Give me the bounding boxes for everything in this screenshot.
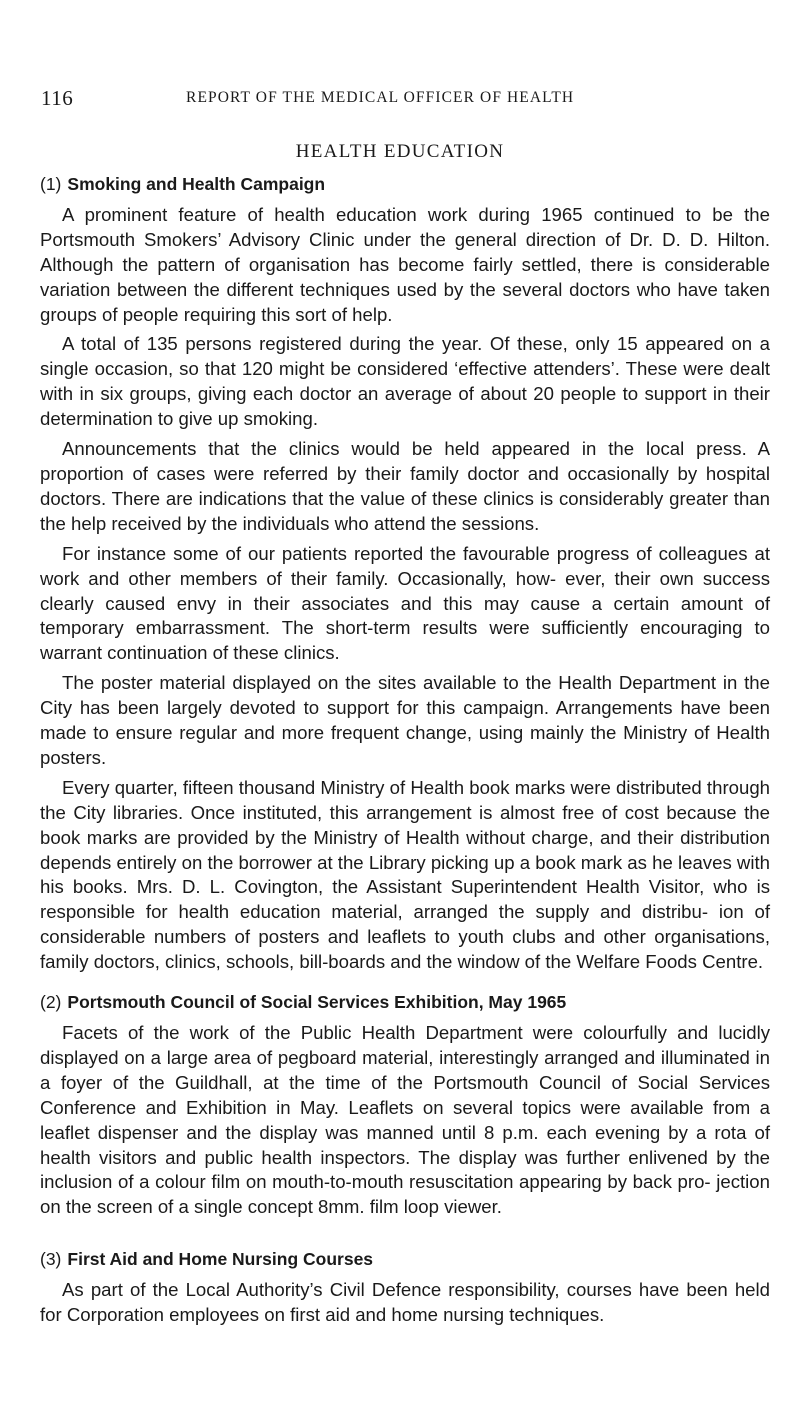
paragraph: The poster material displayed on the sites available to the Health Department in the City has been largely devoted to support for this campaign. Arrangements have been made to ensure regular and more frequent change, using mainly the Ministry of Health posters. <box>40 672 770 768</box>
spacer <box>40 980 770 990</box>
page-number: 116 <box>41 86 74 110</box>
paragraph: A total of 135 persons registered during the year. Of these, only 15 appeared on a single occasion, so that 120 might be considered ‘effective attenders’. These were dealt with in six groups, giving each doctor an average of about 20 people to support in their determination to give up smoking. <box>40 333 770 430</box>
subheading-number: (2) <box>40 992 62 1013</box>
subheading-number: (3) <box>40 1249 62 1270</box>
subheading-title: Smoking and Health Campaign <box>67 174 326 194</box>
section-heading: HEALTH EDUCATION <box>295 140 505 162</box>
subheading-number: (1) <box>40 174 62 194</box>
paragraph: For instance some of our patients reported the favourable progress of colleagues at work and other members of their family. Occasionally, how- ever, their own success clearly caused envy in their associates and this may cause a certain amount of temporary embarrassment. The short-term results were sufficiently encouraging to warrant continuation of these clinics. <box>40 542 770 664</box>
body-text <box>40 172 770 1333</box>
running-title: REPORT OF THE MEDICAL OFFICER OF HEALTH <box>186 89 575 106</box>
subheading-first-aid <box>40 1247 770 1272</box>
spacer <box>40 1225 770 1247</box>
paragraph: As part of the Local Authority’s Civil Defence responsibility, courses have been held for Corporation employees on first aid and home nursing techniques. <box>40 1279 770 1326</box>
paragraph: Facets of the work of the Public Health Department were colourfully and lucidly displayed on a large area of pegboard material, interestingly arranged and illuminated in a foyer of the Guildhall, at the time of the Portsmouth Council of Social Services Conference and Exhibition in May. Leaflets on several topics were available from a leaflet dispenser and the display was manned until 8 p.m. each evening by a rota of health visitors and public health inspectors. The display was further enlivened by the inclusion of a colour film on mouth-to-mouth resuscitation appearing by back pro- jection on the screen of a single concept 8mm. film loop viewer. <box>40 1022 770 1218</box>
paragraph: A prominent feature of health education work during 1965 continued to be the Portsmouth Smokers’ Advisory Clinic under the general direction of Dr. D. D. Hilton. Although the pattern of organisation has become fairly settled, there is considerable variation between the different techniques used by the several doctors who have taken groups of people requiring this sort of help. <box>40 203 770 325</box>
paragraph: Every quarter, fifteen thousand Ministry of Health book marks were distributed through the City libraries. Once instituted, this arrangement is almost free of cost because the book marks are provided by the Ministry of Health without charge, and their distribution depends entirely on the borrower at the Library picking up a book mark as he leaves with his books. Mrs. D. L. Covington, the Assistant Superintendent Health Visitor, who is responsible for health education material, arranged the supply and distribu- ion of considerable numbers of posters and leaflets to youth clubs and other organisations, family doctors, clinics, schools, bill-boards and the window of the Welfare Foods Centre. <box>40 776 770 973</box>
subheading-title: Portsmouth Council of Social Services Exhibition, May 1965 <box>67 992 567 1013</box>
paragraph: Announcements that the clinics would be held appeared in the local press. A proportion of cases were referred by their family doctor and occasionally by hospital doctors. There are indications that the value of these clinics is considerably greater than the help received by the individuals who attend the sessions. <box>40 438 770 534</box>
subheading-title: First Aid and Home Nursing Courses <box>67 1249 374 1270</box>
subheading-smoking-campaign <box>40 172 770 197</box>
subheading-exhibition <box>40 990 770 1015</box>
